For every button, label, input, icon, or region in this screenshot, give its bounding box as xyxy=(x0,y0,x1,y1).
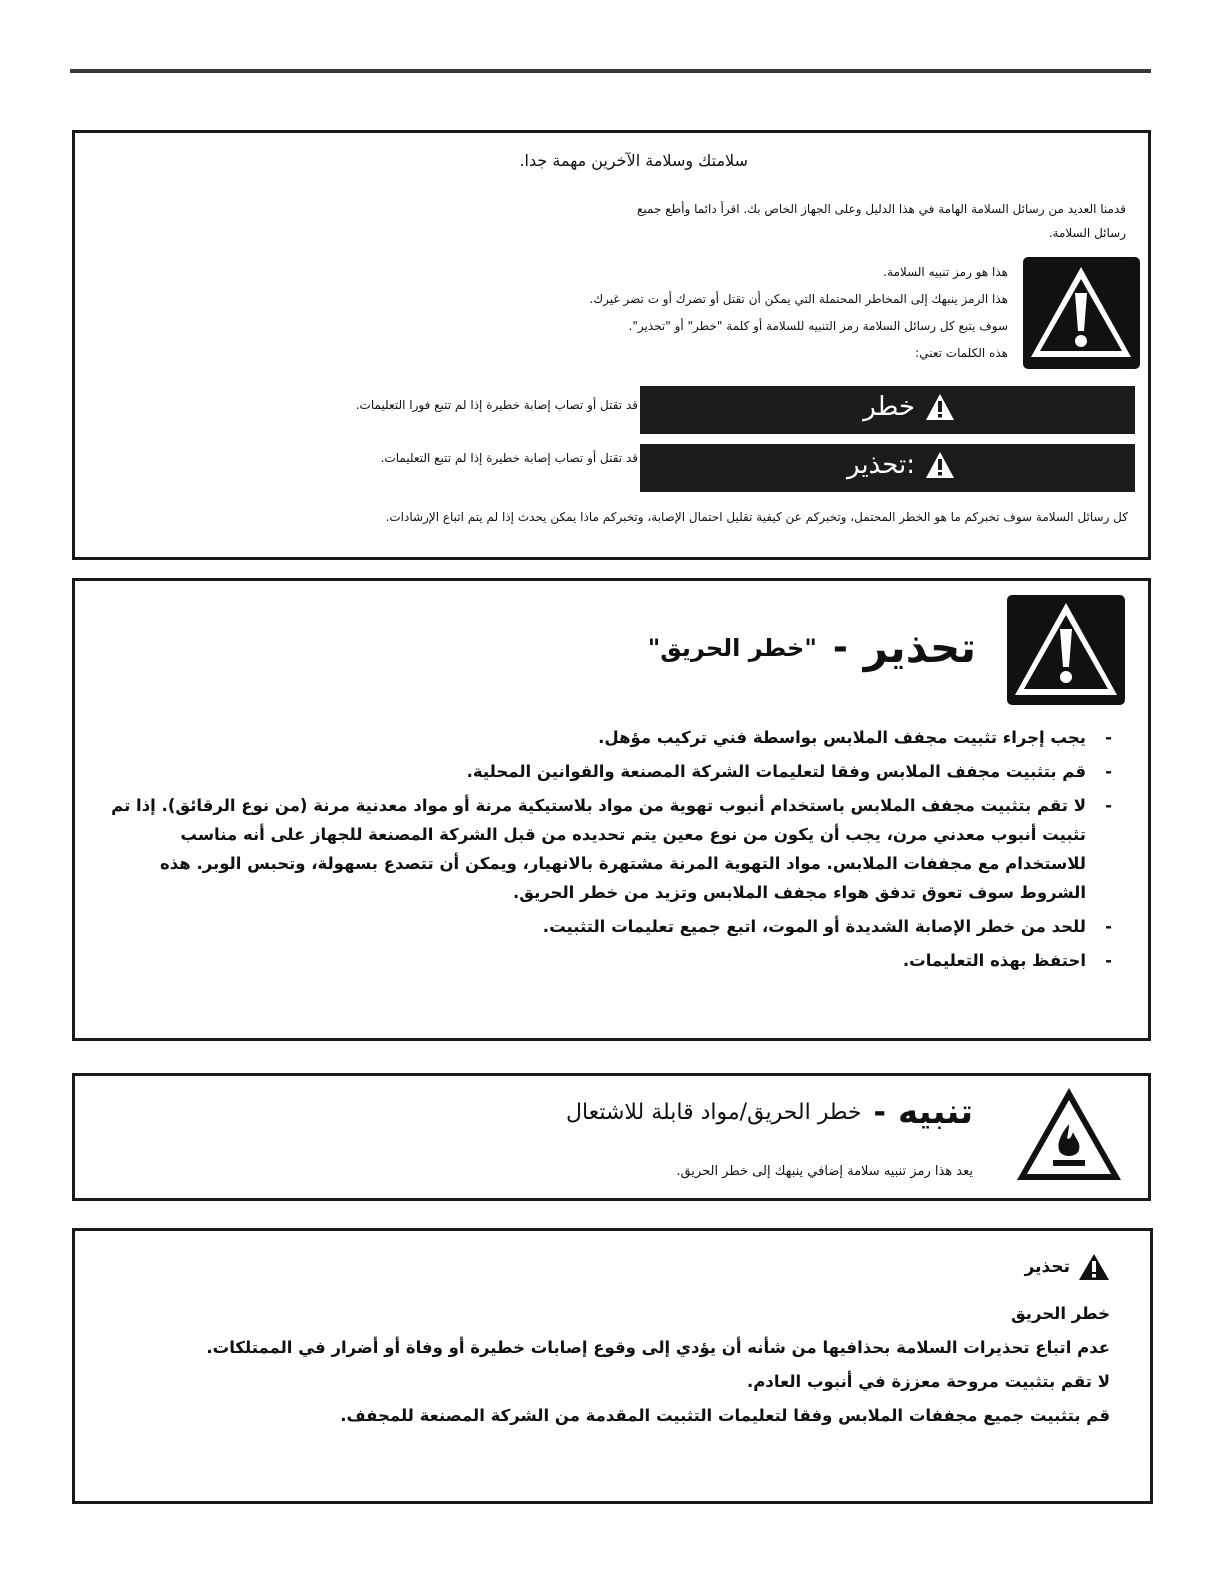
intro-line-2: رسائل السلامة. xyxy=(1048,226,1126,240)
symbol-line-2: هذا الرمز ينبهك إلى المخاطر المحتملة التي يمكن أن تقتل أو تضرك أو ت تضر غيرك. xyxy=(589,292,1008,306)
danger-alert-icon xyxy=(925,393,955,421)
warning-description: قد تقتل أو تصاب إصابة خطيرة إذا لم تتبع التعليمات. xyxy=(380,451,638,465)
warning-alert-icon xyxy=(1078,1253,1110,1281)
details-line-2: عدم اتباع تحذيرات السلامة بحذافيها من شأنه أن يؤدي إلى وقوع إصابات خطيرة أو وفاة أو أضرار في الممتلكات. xyxy=(206,1338,1110,1357)
safety-alert-icon xyxy=(1023,257,1140,369)
details-warning-label: تحذير xyxy=(1024,1257,1070,1277)
warning-label: تحذير: xyxy=(846,450,915,480)
intro-line-1: قدمنا العديد من رسائل السلامة الهامة في هذا الدليل وعلى الجهاز الخاص بك. اقرأ دائما وأطع جميع xyxy=(637,202,1126,216)
danger-label: خطر xyxy=(863,392,915,422)
symbol-explanation xyxy=(488,259,1008,367)
caution-title-word: تنبيه xyxy=(897,1092,973,1132)
details-line-4: قم بتثبيت جميع مجففات الملابس وفقا لتعليمات التثبيت المقدمة من الشركة المصنعة للمجفف. xyxy=(340,1406,1110,1425)
list-item: - قم بتثبيت مجفف الملابس وفقا لتعليمات الشركة المصنعة والقوانين المحلية. xyxy=(466,762,1112,781)
danger-description: قد تقتل أو تصاب إصابة خطيرة إذا لم تتبع فورا التعليمات. xyxy=(355,398,638,412)
fire-warning-details-box xyxy=(72,1228,1153,1504)
warning-title-word: تحذير xyxy=(863,623,976,672)
flammable-subtitle: خطر الحريق/مواد قابلة للاشتعال xyxy=(566,1099,862,1125)
symbol-line-3: سوف يتبع كل رسائل السلامة رمز التنبيه للسلامة أو كلمة "خطر" أو "تحذير". xyxy=(628,319,1008,333)
details-text xyxy=(115,1297,1110,1433)
details-line-3: لا تقم بتثبيت مروحة معززة في أنبوب العادم. xyxy=(747,1372,1110,1391)
symbol-line-4: هذه الكلمات تعني: xyxy=(915,346,1008,360)
flame-triangle-icon xyxy=(1013,1084,1125,1184)
safety-intro-box xyxy=(72,130,1151,560)
list-item: - يجب إجراء تثبيت مجفف الملابس بواسطة فني تركيب مؤهل. xyxy=(598,728,1112,747)
warning-bar xyxy=(640,444,1135,492)
title-dash: - xyxy=(832,627,848,668)
list-item: - للحد من خطر الإصابة الشديدة أو الموت، اتبع جميع تعليمات التثبيت. xyxy=(542,917,1112,936)
fire-warning-title xyxy=(648,623,976,672)
top-rule xyxy=(70,69,1151,73)
warning-alert-icon xyxy=(925,451,955,479)
list-item: - لا تقم بتثبيت مجفف الملابس باستخدام أنبوب تهوية من مواد بلاستيكية مرنة أو مواد معدنية مرنة (من نوع الرقائق). إذا تم تثبيت أنبوب معدني مرن، يجب أن يكون من نوع معين يتم تحديده من قبل الشركة المصنعة للجهاز على أنه مناسب للاستخدام مع مجففات الملابس. مواد التهوية المرنة مشتهرة بالانهيار، ويمكن أن تتصدع بسهولة، وتحبس الوبر. هذه الشروط سوف تعوق تدفق هواء مجفف الملابس وتزيد من خطر الحريق. xyxy=(111,796,1112,902)
flammable-caution-box xyxy=(72,1073,1151,1201)
title-dash: - xyxy=(873,1094,886,1130)
safety-intro-text xyxy=(495,197,1126,245)
symbol-line-1: هذا هو رمز تنبيه السلامة. xyxy=(883,265,1008,279)
caution-title xyxy=(566,1092,973,1132)
fire-hazard-subtitle: "خطر الحريق" xyxy=(647,633,817,662)
warning-triangle-icon xyxy=(1007,595,1125,705)
fire-hazard-warning-box xyxy=(72,578,1151,1041)
safety-heading: سلامتك وسلامة الآخرين مهمة جدا. xyxy=(519,151,748,170)
fire-warning-list xyxy=(107,723,1112,980)
safety-closing-text: كل رسائل السلامة سوف تخبركم ما هو الخطر المحتمل، وتخبركم عن كيفية تقليل احتمال الإصابة، وتخبركم ماذا يمكن يحدث إذا لم يتم اتباع الإرشادات. xyxy=(385,510,1128,524)
danger-bar xyxy=(640,386,1135,434)
list-item: - احتفظ بهذه التعليمات. xyxy=(902,951,1112,970)
details-line-1: خطر الحريق xyxy=(1010,1304,1110,1323)
caution-description: يعد هذا رمز تنبيه سلامة إضافي ينبهك إلى خطر الحريق. xyxy=(676,1164,973,1179)
details-heading xyxy=(1025,1253,1110,1281)
